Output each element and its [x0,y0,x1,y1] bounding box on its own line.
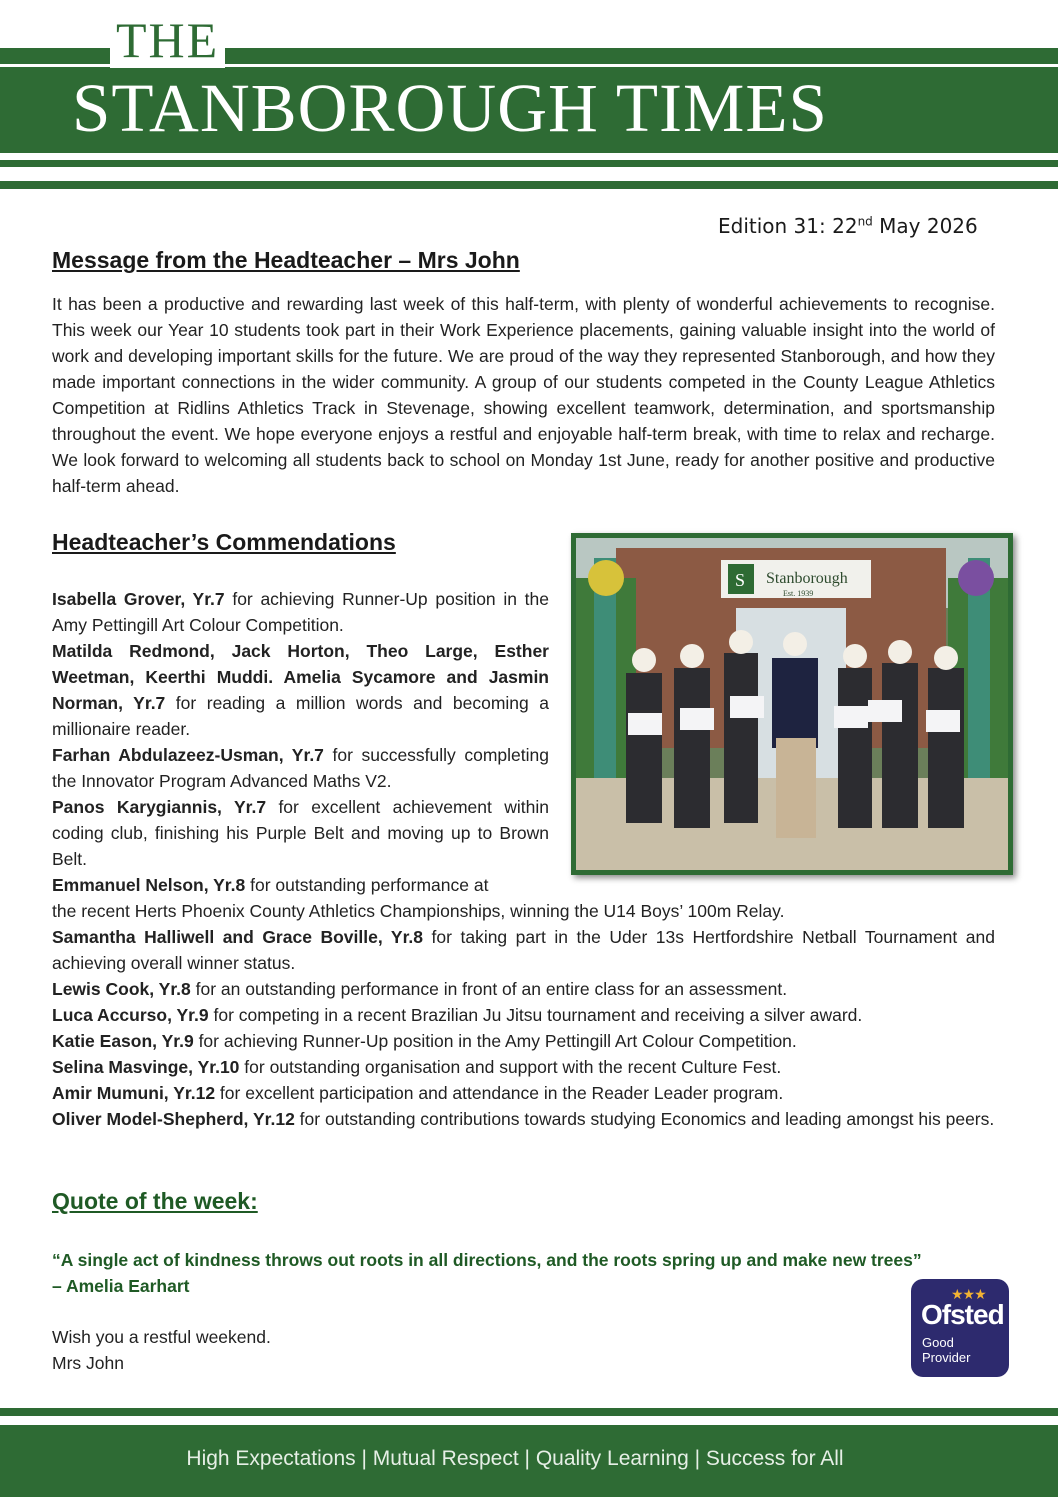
message-heading: Message from the Headteacher – Mrs John [52,247,520,273]
students-photo [571,533,1013,875]
footer-rule [0,1408,1058,1416]
ofsted-stars-icon: ★★★ [951,1287,986,1303]
masthead-rule-bottom [0,181,1058,189]
signoff-name: Mrs John [52,1353,124,1373]
commendation-item: Lewis Cook, Yr.8 for an outstanding performance in front of an entire class for an assessment. [52,979,788,999]
commendation-item: Luca Accurso, Yr.9 for competing in a recent Brazilian Ju Jitsu tournament and receiving a silver award. [52,1005,863,1025]
commendation-item: Oliver Model-Shepherd, Yr.12 for outstanding contributions towards studying Economics and leading amongst his peers. [52,1109,995,1129]
commendation-item: Katie Eason, Yr.9 for achieving Runner-Up position in the Amy Pettingill Art Colour Competition. [52,1031,797,1051]
masthead-the: THE [110,12,225,68]
commendation-item-continued: the recent Herts Phoenix County Athletics Championships, winning the U14 Boys’ 100m Relay. [52,901,785,921]
commendation-item: Amir Mumuni, Yr.12 for excellent participation and attendance in the Reader Leader program. [52,1083,784,1103]
masthead-rule-lower [0,160,1058,167]
photo-crest-letter: S [735,570,746,590]
message-body: It has been a productive and rewarding last week of this half-term, with plenty of wonderful achievements to recognise. This week our Year 10 students took part in their Work Experience placements, gaining valuable insight into the world of work and developing important skills for the future. We are proud of the way they represented Stanborough, and how they made important connections in the wider community. A group of our students competed in the County League Athletics Competition at Ridlins Athletics Track in Stevenage, showing excellent teamwork, determination, and sportsmanship throughout the event. We hope everyone enjoys a restful and enjoyable half-term break, with time to relax and recharge. We look forward to welcoming all students back to school on Monday 1st June, ready for another positive and productive half-term ahead. [52,294,995,496]
quote-line: “A single act of kindness throws out roots in all directions, and the roots spring up and make new trees” [52,1250,922,1270]
commendations-heading: Headteacher’s Commendations [52,529,396,555]
ofsted-rating: Good [922,1335,954,1350]
photo-sign-name: Stanborough [766,570,848,587]
quote-heading: Quote of the week: [52,1188,258,1214]
photo-image [576,538,1008,870]
commendation-item: Matilda Redmond, Jack Horton, Theo Large, Esther Weetman, Keerthi Muddi. Amelia Sycamore and Jasmin Norman, Yr.7 for reading a million words and becoming a millionaire reader. [52,641,550,739]
edition-date: Edition 31: 22nd May 2026 [718,214,978,238]
ofsted-rating: Provider [922,1350,971,1365]
signoff-message: Wish you a restful weekend. [52,1327,271,1347]
signoff [52,1324,271,1376]
ofsted-logo-text: Ofsted [921,1299,1004,1330]
footer-band [0,1425,1058,1497]
photo-sign-est: Est. 1939 [783,589,814,598]
quote-author: – Amelia Earhart [52,1276,190,1296]
commendation-item: Farhan Abdulazeez-Usman, Yr.7 for successfully completing the Innovator Program Advanced Maths V2. [52,745,549,791]
masthead-title: STANBOROUGH TIMES [72,70,828,146]
commendation-item: Panos Karygiannis, Yr.7 for excellent achievement within coding club, finishing his Purple Belt and moving up to Brown Belt. [52,797,549,869]
commendation-item: Samantha Halliwell and Grace Boville, Yr.8 for taking part in the Uder 13s Hertfordshire Netball Tournament and achieving overall winner status. [52,927,995,973]
commendation-item: Isabella Grover, Yr.7 for achieving Runner-Up position in the Amy Pettingill Art Colour Competition. [52,589,549,635]
commendation-item: Selina Masvinge, Yr.10 for outstanding organisation and support with the recent Culture Fest. [52,1057,782,1077]
quote-text [52,1247,992,1299]
ofsted-badge [911,1279,1009,1377]
commendation-item: Emmanuel Nelson, Yr.8 for outstanding performance at [52,875,489,895]
footer-values: High Expectations | Mutual Respect | Quality Learning | Success for All [186,1447,844,1470]
